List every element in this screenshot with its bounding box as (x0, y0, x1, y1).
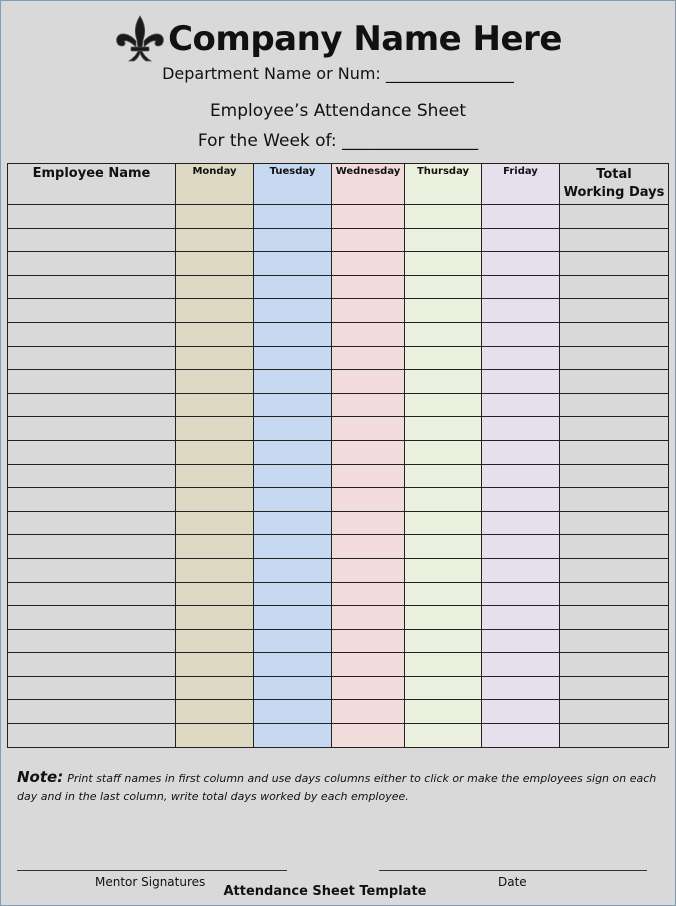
total-days-cell[interactable] (560, 535, 669, 559)
wednesday-cell[interactable] (332, 417, 405, 441)
employee-name-cell[interactable] (8, 440, 176, 464)
monday-cell[interactable] (176, 653, 254, 677)
monday-cell[interactable] (176, 700, 254, 724)
table-row (8, 511, 669, 535)
table-row (8, 488, 669, 512)
friday-cell[interactable] (482, 582, 560, 606)
wednesday-cell[interactable] (332, 606, 405, 630)
monday-cell[interactable] (176, 275, 254, 299)
date-label: Date (498, 875, 527, 889)
wednesday-cell[interactable] (332, 511, 405, 535)
wednesday-cell[interactable] (332, 535, 405, 559)
monday-cell[interactable] (176, 417, 254, 441)
total-label-line1: Total (596, 167, 632, 182)
thursday-cell[interactable] (405, 322, 482, 346)
total-days-cell[interactable] (560, 676, 669, 700)
friday-cell[interactable] (482, 488, 560, 512)
tuesday-cell[interactable] (254, 299, 332, 323)
total-days-cell[interactable] (560, 464, 669, 488)
total-days-cell[interactable] (560, 205, 669, 229)
total-days-cell[interactable] (560, 440, 669, 464)
friday-cell[interactable] (482, 252, 560, 276)
table-row (8, 558, 669, 582)
total-label-line2: Working Days (563, 185, 665, 200)
wednesday-cell[interactable] (332, 299, 405, 323)
tuesday-cell[interactable] (254, 464, 332, 488)
thursday-cell[interactable] (405, 346, 482, 370)
employee-name-cell[interactable] (8, 464, 176, 488)
monday-cell[interactable] (176, 676, 254, 700)
monday-cell[interactable] (176, 582, 254, 606)
table-header-row (8, 164, 669, 205)
wednesday-cell[interactable] (332, 322, 405, 346)
wednesday-cell[interactable] (332, 464, 405, 488)
employee-name-cell[interactable] (8, 558, 176, 582)
company-name: Company Name Here (168, 19, 562, 59)
mentor-signature-label: Mentor Signatures (95, 875, 206, 889)
table-row (8, 205, 669, 229)
friday-cell[interactable] (482, 700, 560, 724)
friday-cell[interactable] (482, 653, 560, 677)
table-row (8, 252, 669, 276)
thursday-cell[interactable] (405, 582, 482, 606)
wednesday-cell[interactable] (332, 370, 405, 394)
thursday-cell[interactable] (405, 275, 482, 299)
thursday-cell[interactable] (405, 511, 482, 535)
total-days-cell[interactable] (560, 346, 669, 370)
table-body (8, 205, 669, 748)
thursday-cell[interactable] (405, 370, 482, 394)
thursday-cell[interactable] (405, 606, 482, 630)
monday-cell[interactable] (176, 464, 254, 488)
total-days-cell[interactable] (560, 653, 669, 677)
column-header-wednesday: Wednesday (332, 164, 405, 205)
monday-cell[interactable] (176, 606, 254, 630)
employee-name-cell[interactable] (8, 417, 176, 441)
table-row (8, 228, 669, 252)
total-days-cell[interactable] (560, 393, 669, 417)
fleur-de-lis-icon (114, 14, 166, 64)
tuesday-cell[interactable] (254, 582, 332, 606)
monday-cell[interactable] (176, 393, 254, 417)
employee-name-cell[interactable] (8, 370, 176, 394)
thursday-cell[interactable] (405, 535, 482, 559)
employee-name-cell[interactable] (8, 275, 176, 299)
tuesday-cell[interactable] (254, 417, 332, 441)
monday-cell[interactable] (176, 346, 254, 370)
column-header-tuesday: Tuesday (254, 164, 332, 205)
table-row (8, 393, 669, 417)
thursday-cell[interactable] (405, 228, 482, 252)
column-header-thursday: Thursday (405, 164, 482, 205)
wednesday-cell[interactable] (332, 252, 405, 276)
thursday-cell[interactable] (405, 440, 482, 464)
sheet-title: Employee’s Attendance Sheet (209, 101, 467, 121)
table-row (8, 346, 669, 370)
employee-name-cell[interactable] (8, 653, 176, 677)
tuesday-cell[interactable] (254, 440, 332, 464)
table-row (8, 440, 669, 464)
employee-name-cell[interactable] (8, 205, 176, 229)
employee-name-cell[interactable] (8, 606, 176, 630)
wednesday-cell[interactable] (332, 724, 405, 748)
friday-cell[interactable] (482, 440, 560, 464)
wednesday-cell[interactable] (332, 228, 405, 252)
thursday-cell[interactable] (405, 629, 482, 653)
column-header-friday: Friday (482, 164, 560, 205)
friday-cell[interactable] (482, 275, 560, 299)
employee-name-cell[interactable] (8, 228, 176, 252)
total-days-cell[interactable] (560, 228, 669, 252)
week-field[interactable]: For the Week of: ________________ (197, 131, 479, 151)
column-header-employee-name: Employee Name (8, 164, 176, 205)
friday-cell[interactable] (482, 393, 560, 417)
monday-cell[interactable] (176, 205, 254, 229)
table-row (8, 582, 669, 606)
tuesday-cell[interactable] (254, 346, 332, 370)
note-section (17, 768, 665, 806)
tuesday-cell[interactable] (254, 606, 332, 630)
wednesday-cell[interactable] (332, 205, 405, 229)
employee-name-cell[interactable] (8, 511, 176, 535)
employee-name-cell[interactable] (8, 629, 176, 653)
table-row (8, 299, 669, 323)
wednesday-cell[interactable] (332, 558, 405, 582)
monday-cell[interactable] (176, 511, 254, 535)
employee-name-cell[interactable] (8, 582, 176, 606)
monday-cell[interactable] (176, 488, 254, 512)
employee-name-cell[interactable] (8, 700, 176, 724)
thursday-cell[interactable] (405, 205, 482, 229)
friday-cell[interactable] (482, 417, 560, 441)
total-days-cell[interactable] (560, 252, 669, 276)
employee-name-cell[interactable] (8, 299, 176, 323)
table-row (8, 724, 669, 748)
friday-cell[interactable] (482, 676, 560, 700)
friday-cell[interactable] (482, 558, 560, 582)
friday-cell[interactable] (482, 346, 560, 370)
monday-cell[interactable] (176, 228, 254, 252)
table-row (8, 535, 669, 559)
monday-cell[interactable] (176, 299, 254, 323)
tuesday-cell[interactable] (254, 488, 332, 512)
footer-title: Attendance Sheet Template (223, 884, 427, 899)
table-row (8, 629, 669, 653)
thursday-cell[interactable] (405, 700, 482, 724)
monday-cell[interactable] (176, 629, 254, 653)
friday-cell[interactable] (482, 370, 560, 394)
table-row (8, 700, 669, 724)
employee-name-cell[interactable] (8, 322, 176, 346)
thursday-cell[interactable] (405, 724, 482, 748)
thursday-cell[interactable] (405, 464, 482, 488)
thursday-cell[interactable] (405, 488, 482, 512)
table-row (8, 676, 669, 700)
employee-name-cell[interactable] (8, 535, 176, 559)
wednesday-cell[interactable] (332, 440, 405, 464)
table-row (8, 464, 669, 488)
employee-name-cell[interactable] (8, 676, 176, 700)
tuesday-cell[interactable] (254, 511, 332, 535)
monday-cell[interactable] (176, 535, 254, 559)
table-row (8, 417, 669, 441)
wednesday-cell[interactable] (332, 275, 405, 299)
friday-cell[interactable] (482, 205, 560, 229)
friday-cell[interactable] (482, 606, 560, 630)
date-signature-line[interactable] (379, 870, 647, 872)
friday-cell[interactable] (482, 299, 560, 323)
tuesday-cell[interactable] (254, 724, 332, 748)
total-days-cell[interactable] (560, 629, 669, 653)
friday-cell[interactable] (482, 464, 560, 488)
employee-name-cell[interactable] (8, 252, 176, 276)
column-header-monday: Monday (176, 164, 254, 205)
friday-cell[interactable] (482, 228, 560, 252)
tuesday-cell[interactable] (254, 535, 332, 559)
wednesday-cell[interactable] (332, 700, 405, 724)
monday-cell[interactable] (176, 440, 254, 464)
monday-cell[interactable] (176, 370, 254, 394)
employee-name-cell[interactable] (8, 724, 176, 748)
employee-name-cell[interactable] (8, 393, 176, 417)
tuesday-cell[interactable] (254, 629, 332, 653)
table-row (8, 322, 669, 346)
tuesday-cell[interactable] (254, 205, 332, 229)
tuesday-cell[interactable] (254, 370, 332, 394)
total-days-cell[interactable] (560, 322, 669, 346)
total-days-cell[interactable] (560, 488, 669, 512)
monday-cell[interactable] (176, 252, 254, 276)
monday-cell[interactable] (176, 322, 254, 346)
wednesday-cell[interactable] (332, 393, 405, 417)
thursday-cell[interactable] (405, 252, 482, 276)
company-header (0, 14, 676, 62)
tuesday-cell[interactable] (254, 252, 332, 276)
table-row (8, 370, 669, 394)
employee-name-cell[interactable] (8, 488, 176, 512)
thursday-cell[interactable] (405, 676, 482, 700)
total-days-cell[interactable] (560, 558, 669, 582)
wednesday-cell[interactable] (332, 582, 405, 606)
thursday-cell[interactable] (405, 299, 482, 323)
friday-cell[interactable] (482, 629, 560, 653)
total-days-cell[interactable] (560, 724, 669, 748)
total-days-cell[interactable] (560, 606, 669, 630)
friday-cell[interactable] (482, 511, 560, 535)
note-label: Note: (17, 768, 64, 786)
thursday-cell[interactable] (405, 653, 482, 677)
tuesday-cell[interactable] (254, 322, 332, 346)
tuesday-cell[interactable] (254, 676, 332, 700)
tuesday-cell[interactable] (254, 393, 332, 417)
attendance-table (7, 163, 669, 748)
mentor-signature-line[interactable] (17, 870, 287, 872)
thursday-cell[interactable] (405, 558, 482, 582)
total-days-cell[interactable] (560, 582, 669, 606)
table-row (8, 275, 669, 299)
tuesday-cell[interactable] (254, 700, 332, 724)
thursday-cell[interactable] (405, 417, 482, 441)
total-days-cell[interactable] (560, 370, 669, 394)
total-days-cell[interactable] (560, 299, 669, 323)
column-header-total-working-days (560, 164, 669, 205)
wednesday-cell[interactable] (332, 488, 405, 512)
total-days-cell[interactable] (560, 511, 669, 535)
wednesday-cell[interactable] (332, 346, 405, 370)
table-row (8, 653, 669, 677)
monday-cell[interactable] (176, 558, 254, 582)
employee-name-cell[interactable] (8, 346, 176, 370)
friday-cell[interactable] (482, 322, 560, 346)
wednesday-cell[interactable] (332, 676, 405, 700)
tuesday-cell[interactable] (254, 275, 332, 299)
friday-cell[interactable] (482, 724, 560, 748)
total-days-cell[interactable] (560, 700, 669, 724)
wednesday-cell[interactable] (332, 653, 405, 677)
wednesday-cell[interactable] (332, 629, 405, 653)
department-field[interactable]: Department Name or Num: ________________ (162, 64, 514, 83)
friday-cell[interactable] (482, 535, 560, 559)
table-row (8, 606, 669, 630)
tuesday-cell[interactable] (254, 558, 332, 582)
total-days-cell[interactable] (560, 417, 669, 441)
total-days-cell[interactable] (560, 275, 669, 299)
tuesday-cell[interactable] (254, 653, 332, 677)
monday-cell[interactable] (176, 724, 254, 748)
thursday-cell[interactable] (405, 393, 482, 417)
tuesday-cell[interactable] (254, 228, 332, 252)
note-text: Print staff names in first column and use days columns either to click or make the employees sign on each day and in the last column, write total days worked by each employee. (17, 772, 657, 803)
